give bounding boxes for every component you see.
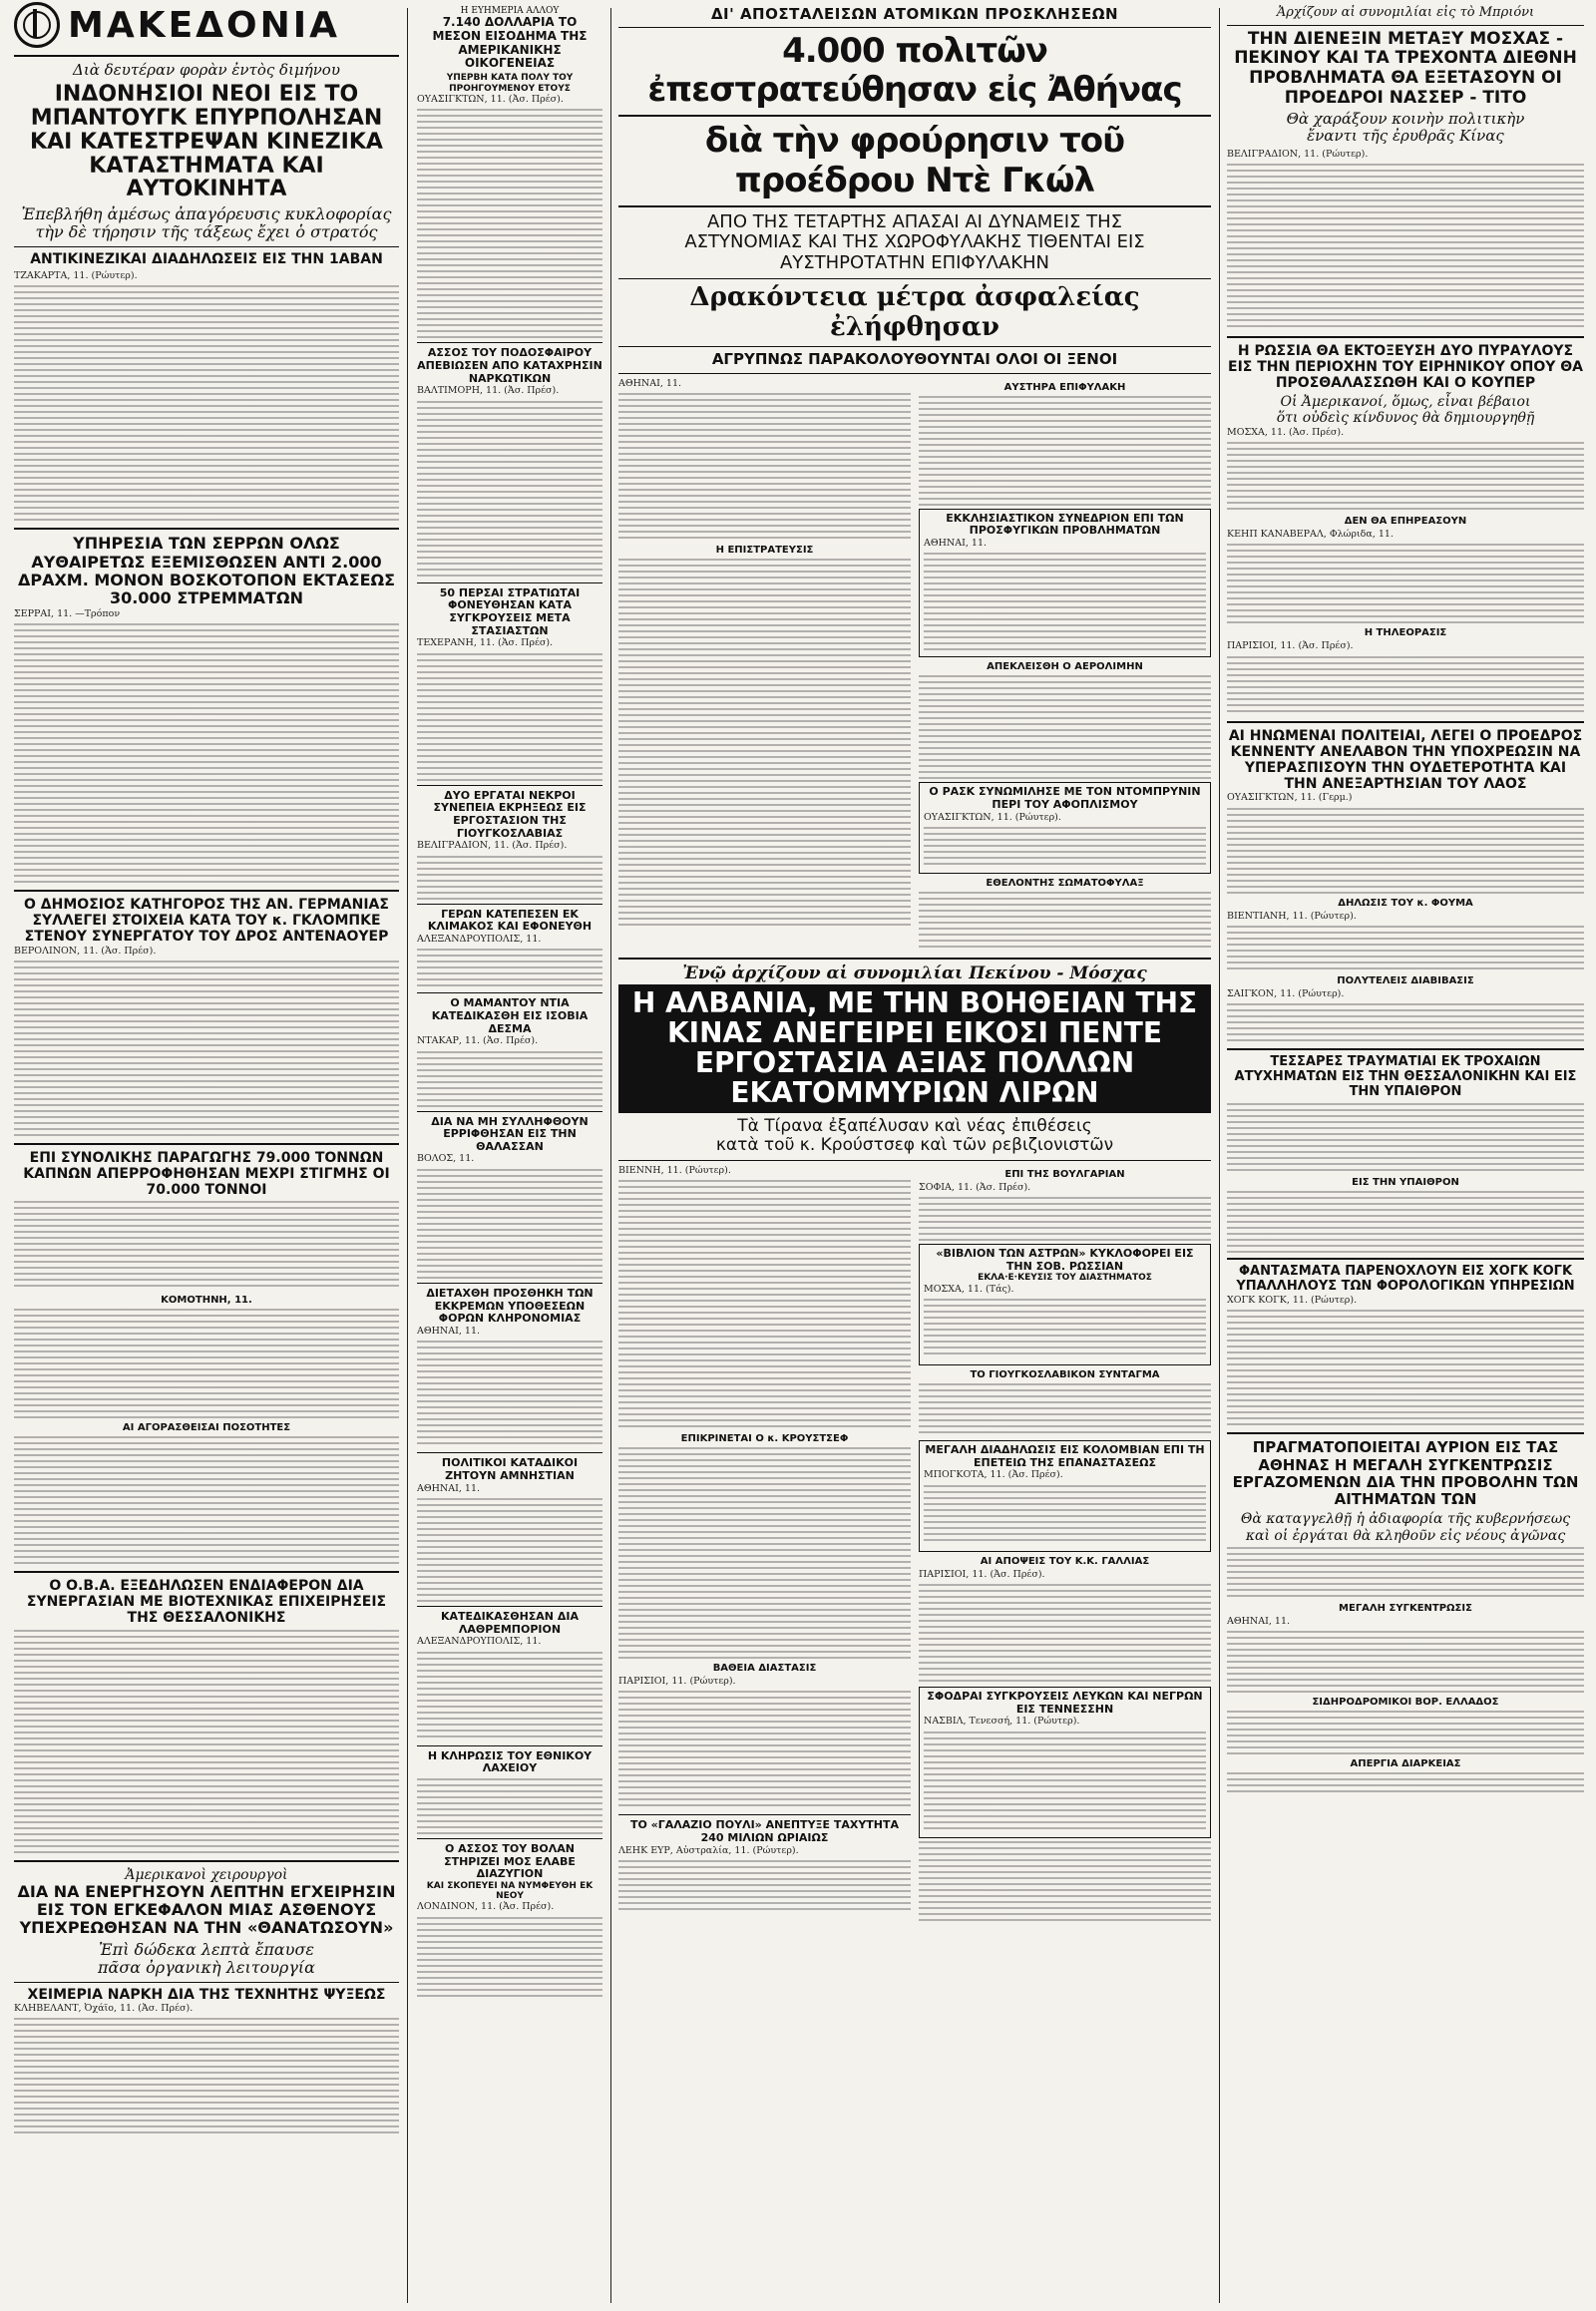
article-text xyxy=(14,1201,399,1291)
masthead xyxy=(14,0,399,50)
headline: ΤΟ «ΓΑΛΑΖΙΟ ΠΟΥΛΙ» ΑΝΕΠΤΥΞΕ ΤΑΧΥΤΗΤΑ 240 ΜΙΛΙΩΝ ΩΡΙΑΙΩΣ xyxy=(629,1818,900,1845)
headline: ΜΕΓΑΛΗ ΔΙΑΔΗΛΩΣΙΣ ΕΙΣ ΚΟΛΟΜΒΙΑΝ ΕΠΙ ΤΗ ΕΠΕΤΕΙΩ ΤΗΣ ΕΠΑΝΑΣΤΑΣΕΩΣ xyxy=(925,1443,1205,1469)
article-text xyxy=(417,109,602,338)
subheadline: ΠΟΛΥΤΕΛΕΙΣ ΔΙΑΒΙΒΑΣΙΣ xyxy=(1337,974,1474,986)
dateline: ΠΑΡΙΣΙΟΙ, 11. (Ρώυτερ). xyxy=(618,1676,736,1688)
article-text xyxy=(417,1051,602,1107)
dateline: ΟΥΑΣΙΓΚΤΩΝ, 11. (Ρώυτερ). xyxy=(924,811,1061,823)
article-text xyxy=(417,1341,602,1448)
dateline: ΤΖΑΚΑΡΤΑ, 11. (Ρώυτερ). xyxy=(14,269,138,281)
headline: ΔΥΟ ΕΡΓΑΤΑΙ ΝΕΚΡΟΙ ΣΥΝΕΠΕΙΑ ΕΚΡΗΞΕΩΣ ΕΙΣ ΕΡΓΟΣΤΑΣΙΟΝ ΤΗΣ ΓΙΟΥΓΚΟΣΛΑΒΙΑΣ xyxy=(433,788,587,840)
center-upper-columns xyxy=(618,378,1211,953)
column-rule xyxy=(1219,8,1220,2303)
article-text xyxy=(924,1299,1206,1358)
article-text xyxy=(618,1180,911,1429)
headline: Ο ΜΑΜΑΝΤΟΥ ΝΤΙΑ ΚΑΤΕΔΙΚΑΣΘΗ ΕΙΣ ΙΣΟΒΙΑ ΔΕΣΜΑ xyxy=(431,996,589,1035)
boxed-article xyxy=(919,1440,1211,1552)
subheadline: ΔΗΛΩΣΙΣ ΤΟΥ κ. ΦΟΥΜΑ xyxy=(1338,897,1473,909)
dateline: ΠΑΡΙΣΙΟΙ, 11. (Ἀσ. Πρέσ). xyxy=(1227,640,1354,652)
subheadline: Η ΤΗΛΕΟΡΑΣΙΣ xyxy=(1364,627,1447,639)
article-text xyxy=(1227,442,1584,512)
dateline: ΤΕΧΕΡΑΝΗ, 11. (Ἀσ. Πρέσ). xyxy=(417,637,554,649)
headline: ΓΕΡΩΝ ΚΑΤΕΠΕΣΕΝ ΕΚ ΚΛΙΜΑΚΟΣ ΚΑΙ ΕΦΟΝΕΥΘΗ xyxy=(427,907,593,934)
headline: Η ΡΩΣΣΙΑ ΘΑ ΕΚΤΟΞΕΥΣΗ ΔΥΟ ΠΥΡΑΥΛΟΥΣ ΕΙΣ ΤΗΝ ΠΕΡΙΟΧΗΝ ΤΟΥ ΕΙΡΗΝΙΚΟΥ ΟΠΟΥ ΘΑ ΠΡΟΣΘΑΛΑΣΣΩΘΗ ΚΑΙ Ο ΚΟΥΠΕΡ xyxy=(1228,343,1583,392)
subheadline: ΑΝΤΙΚΙΝΕΖΙΚΑΙ ΔΙΑΔΗΛΩΣΕΙΣ ΕΙΣ ΤΗΝ 1ΑΒΑΝ xyxy=(30,250,383,267)
article-text xyxy=(1227,1631,1584,1693)
subheadline: ΣΙΔΗΡΟΔΡΟΜΙΚΟΙ ΒΟΡ. ΕΛΛΑΔΟΣ xyxy=(1312,1697,1499,1708)
headline: ΔΙΑ ΝΑ ΕΝΕΡΓΗΣΟΥΝ ΛΕΠΤΗΝ ΕΓΧΕΙΡΗΣΙΝ ΕΙΣ ΤΟΝ ΕΓΚΕΦΑΛΟΝ ΜΙΑΣ ΑΣΘΕΝΟΥΣ ΥΠΕΧΡΕΩΘΗΣΑΝ ΝΑ ΤΗΝ «ΘΑΝΑΤΩΣΟΥΝ» xyxy=(17,1881,396,1938)
article-text xyxy=(14,285,399,523)
dateline: ΛΕΗΚ ΕΥΡ, Αὐστραλία, 11. (Ρώυτερ). xyxy=(618,1844,799,1856)
headline: ΑΣΣΟΣ ΤΟΥ ΠΟΔΟΣΦΑΙΡΟΥ ΑΠΕΒΙΩΣΕΝ ΑΠΟ ΚΑΤΑΧΡΗΣΙΝ ΝΑΡΚΩΤΙΚΩΝ xyxy=(417,346,602,385)
article-text xyxy=(1227,164,1584,331)
headline: 50 ΠΕΡΣΑΙ ΣΤΡΑΤΙΩΤΑΙ ΦΟΝΕΥΘΗΣΑΝ ΚΑΤΑ ΣΥΓΚΡΟΥΣΕΙΣ ΜΕΤΑ ΣΤΑΣΙΑΣΤΩΝ xyxy=(439,585,581,637)
dateline: ΑΛΕΞΑΝΔΡΟΥΠΟΛΙΣ, 11. xyxy=(417,1636,542,1648)
dateline: ΝΑΣΒΙΛ, Τενεσσή, 11. (Ρώυτερ). xyxy=(924,1716,1080,1728)
column-second xyxy=(417,0,602,2311)
article-text xyxy=(618,1860,911,1910)
article-text xyxy=(919,1584,1211,1684)
article-text xyxy=(618,559,911,930)
subheadline: Θὰ καταγγελθῇ ἡ ἀδιαφορία τῆς κυβερνήσεως xyxy=(1240,1511,1571,1528)
headline: Ο Ο.Β.Α. ΕΞΕΔΗΛΩΣΕΝ ΕΝΔΙΑΦΕΡΟΝ ΔΙΑ ΣΥΝΕΡΓΑΣΙΑΝ ΜΕ ΒΙΟΤΕΧΝΙΚΑΣ ΕΠΙΧΕΙΡΗΣΕΙΣ ΤΗΣ ΘΕΣΣΑΛΟΝΙΚΗΣ xyxy=(26,1578,387,1627)
dateline: ΝΤΑΚΑΡ, 11. (Ἀσ. Πρέσ). xyxy=(417,1035,539,1047)
article-text xyxy=(417,1778,602,1834)
subheadline: κατὰ τοῦ κ. Κρούστσεφ καὶ τῶν ρεβιζιονιστῶν xyxy=(715,1135,1114,1156)
article-text xyxy=(1227,926,1584,971)
headline: ΑΙ ΗΝΩΜΕΝΑΙ ΠΟΛΙΤΕΙΑΙ, ΛΕΓΕΙ Ο ΠΡΟΕΔΡΟΣ ΚΕΝΝΕΝΤΥ ΑΝΕΛΑΒΟΝ ΤΗΝ ΥΠΟΧΡΕΩΣΙΝ ΝΑ ΥΠΕΡΑΣΠΙΣΟΥΝ ΤΗΝ ΟΥΔΕΤΕΡΟΤΗΤΑ ΚΑΙ ΤΗΝ ΑΝΕΞΑΡΤΗΣΙΑΝ ΤΟΥ ΛΑΟΣ xyxy=(1228,727,1583,792)
subheadline: ΕΘΕΛΟΝΤΗΣ ΣΩΜΑΤΟΦΥΛΑΞ xyxy=(986,878,1144,890)
dateline: ΧΟΓΚ ΚΟΓΚ, 11. (Ρώυτερ). xyxy=(1227,1295,1358,1306)
article-text xyxy=(1227,1003,1584,1043)
article-text xyxy=(618,1447,911,1659)
dateline: ΜΟΣΧΑ, 11. (Τάς). xyxy=(924,1283,1014,1295)
article-text xyxy=(919,1841,1211,1925)
article-text xyxy=(924,827,1206,867)
emblem-icon xyxy=(14,2,60,48)
tagline: Διὰ δευτέραν φορὰν ἐντὸς διμήνου xyxy=(73,61,340,79)
article-text xyxy=(14,1630,399,1855)
article-text xyxy=(1227,1772,1584,1796)
article-text xyxy=(1227,1191,1584,1253)
center-subcol-right xyxy=(919,378,1211,953)
article-text xyxy=(14,1309,399,1418)
headline: ΤΕΣΣΑΡΕΣ ΤΡΑΥΜΑΤΙΑΙ ΕΚ ΤΡΟΧΑΙΩΝ ΑΤΥΧΗΜΑΤΩΝ ΕΙΣ ΤΗΝ ΘΕΣΣΑΛΟΝΙΚΗΝ ΚΑΙ ΕΙΣ ΤΗΝ ΥΠΑΙΘΡΟΝ xyxy=(1234,1054,1577,1100)
article-text xyxy=(919,396,1211,506)
deck: ΑΓΡΥΠΝΩΣ ΠΑΡΑΚΟΛΟΥΘΟΥΝΤΑΙ ΟΛΟΙ ΟΙ ΞΕΝΟΙ xyxy=(711,350,1118,369)
deck: Δρακόντεια μέτρα ἀσφαλείας ἐλήφθησαν xyxy=(689,281,1140,342)
column-rule xyxy=(407,8,408,2303)
dateline: ΣΕΡΡΑΙ, 11. —Τρόπον xyxy=(14,607,121,619)
article-text xyxy=(14,2018,399,2137)
article-text xyxy=(618,1691,911,1810)
column-right xyxy=(1227,0,1584,2311)
subheadline: τὴν δὲ τήρησιν τῆς τάξεως ἔχει ὁ στρατός xyxy=(35,222,378,242)
center-subcol-left xyxy=(618,378,911,953)
subheadline: Ἐπεβλήθη ἀμέσως ἀπαγόρευσις κυκλοφορίας xyxy=(21,204,392,223)
article-text xyxy=(924,1485,1206,1545)
dateline: ΣΟΦΙΑ, 11. (Ἀσ. Πρέσ). xyxy=(919,1181,1031,1193)
dateline: ΣΑΙΓΚΟΝ, 11. (Ρώυτερ). xyxy=(1227,987,1345,999)
headline: ΠΡΑΓΜΑΤΟΠΟΙΕΙΤΑΙ ΑΥΡΙΟΝ ΕΙΣ ΤΑΣ ΑΘΗΝΑΣ Η ΜΕΓΑΛΗ ΣΥΓΚΕΝΤΡΩΣΙΣ ΕΡΓΑΖΟΜΕΝΩΝ ΔΙΑ ΤΗΝ ΠΡΟΒΟΛΗΝ ΤΩΝ ΑΙΤΗΜΑΤΩΝ ΤΩΝ xyxy=(1232,1438,1579,1509)
center-subcol-left xyxy=(618,1165,911,1928)
boxed-article xyxy=(919,509,1211,658)
column-center xyxy=(618,0,1211,2311)
subheadline: Ἐπὶ δώδεκα λεπτὰ ἔπαυσε xyxy=(99,1939,314,1959)
headline: ΚΑΤΕΔΙΚΑΣΘΗΣΑΝ ΔΙΑ ΛΑΘΡΕΜΠΟΡΙΟΝ xyxy=(441,1609,579,1636)
article-text xyxy=(1227,544,1584,623)
dateline: ΠΑΡΙΣΙΟΙ, 11. (Ἀσ. Πρέσ). xyxy=(919,1568,1045,1580)
kicker: ΔΙ' ΑΠΟΣΤΑΛΕΙΣΩΝ ΑΤΟΜΙΚΩΝ ΠΡΟΣΚΛΗΣΕΩΝ xyxy=(710,5,1119,23)
dateline: ΑΛΕΞΑΝΔΡΟΥΠΟΛΙΣ, 11. xyxy=(417,933,542,945)
article-text xyxy=(1227,808,1584,894)
kicker: Ἀρχίζουν αἱ συνομιλίαι εἰς τὸ Μπριόνι xyxy=(1276,5,1535,20)
dateline: ΟΥΑΣΙΓΚΤΩΝ, 11. (Ἀσ. Πρέσ). xyxy=(417,93,564,105)
headline: ΣΦΟΔΡΑΙ ΣΥΓΚΡΟΥΣΕΙΣ ΛΕΥΚΩΝ ΚΑΙ ΝΕΓΡΩΝ ΕΙΣ ΤΕΝΝΕΣΣΗΝ xyxy=(927,1690,1203,1716)
article-text xyxy=(417,949,602,988)
kicker: Ἀμερικανοὶ χειρουργοὶ xyxy=(125,1866,288,1883)
deck: ΑΠΟ ΤΗΣ ΤΕΤΑΡΤΗΣ ΑΠΑΣΑΙ ΑΙ ΔΥΝΑΜΕΙΣ ΤΗΣ ΑΣΤΥΝΟΜΙΑΣ ΚΑΙ ΤΗΣ ΧΩΡΟΦΥΛΑΚΗΣ ΤΙΘΕΝΤΑΙ ΕΙΣ ΑΥΣΤΗΡΟΤΑΤΗΝ ΕΠΙΦΥΛΑΚΗΝ xyxy=(684,210,1145,273)
article-text xyxy=(924,553,1206,650)
dateline: ΑΘΗΝΑΙ, 11. xyxy=(417,1482,481,1494)
article-text xyxy=(1227,1547,1584,1599)
headline: ΦΑΝΤΑΣΜΑΤΑ ΠΑΡΕΝΟΧΛΟΥΝ ΕΙΣ ΧΟΓΚ ΚΟΓΚ ΥΠΑΛΛΗΛΟΥΣ ΤΩΝ ΦΟΡΟΛΟΓΙΚΩΝ ΥΠΗΡΕΣΙΩΝ xyxy=(1236,1264,1575,1295)
headline: Ο ΔΗΜΟΣΙΟΣ ΚΑΤΗΓΟΡΟΣ ΤΗΣ ΑΝ. ΓΕΡΜΑΝΙΑΣ ΣΥΛΛΕΓΕΙ ΣΤΟΙΧΕΙΑ ΚΑΤΑ ΤΟΥ κ. ΓΚΛΟΜΠΚΕ ΣΤΕΝΟΥ ΣΥΝΕΡΓΑΤΟΥ ΤΟΥ ΔΡΟΣ ΑΝΤΕΝΑΟΥΕΡ xyxy=(24,897,389,946)
article-text xyxy=(14,961,399,1138)
kicker: Η ΕΥΗΜΕΡΙΑ ΑΛΛΟΥ xyxy=(460,6,560,16)
subheadline: ΑΥΣΤΗΡΑ ΕΠΙΦΥΛΑΚΗ xyxy=(1003,381,1126,393)
subheadline: Θὰ χαράξουν κοινὴν πολιτικὴν xyxy=(1286,110,1525,129)
dateline: ΑΘΗΝΑΙ, 11. xyxy=(417,1325,481,1337)
article-text xyxy=(417,1652,602,1741)
center-subcol-right xyxy=(919,1165,1211,1928)
article-text xyxy=(417,856,602,900)
dateline: ΑΘΗΝΑΙ, 11. xyxy=(618,377,682,389)
subheadline: ΚΑΙ ΣΚΟΠΕΥΕΙ ΝΑ ΝΥΜΦΕΥΘΗ ΕΚ ΝΕΟΥ xyxy=(426,1880,594,1902)
article-text xyxy=(618,393,911,541)
subheadline: ΕΠΙΚΡΙΝΕΤΑΙ Ο κ. ΚΡΟΥΣΤΣΕΦ xyxy=(680,1433,849,1445)
headline: ΔΙΕΤΑΧΘΗ ΠΡΟΣΘΗΚΗ ΤΩΝ ΕΚΚΡΕΜΩΝ ΥΠΟΘΕΣΕΩΝ ΦΟΡΩΝ ΚΛΗΡΟΝΟΜΙΑΣ xyxy=(426,1286,594,1326)
subheadline: ἔναντι τῆς ἐρυθρᾶς Κίνας xyxy=(1307,127,1504,146)
subheadline: ΑΙ ΑΠΟΨΕΙΣ ΤΟΥ Κ.Κ. ΓΑΛΛΙΑΣ xyxy=(980,1555,1150,1567)
article-text xyxy=(417,1169,602,1279)
dateline: ΒΙΕΝΤΙΑΝΗ, 11. (Ρώυτερ). xyxy=(1227,910,1357,922)
article-text xyxy=(924,1732,1206,1831)
dateline: ΜΠΟΓΚΟΤΑ, 11. (Ἀσ. Πρέσ). xyxy=(924,1469,1063,1481)
headline: ΤΗΝ ΔΙΕΝΕΞΙΝ ΜΕΤΑΞΥ ΜΟΣΧΑΣ - ΠΕΚΙΝΟΥ ΚΑΙ ΤΑ ΤΡΕΧΟΝΤΑ ΔΙΕΘΝΗ ΠΡΟΒΛΗΜΑΤΑ ΘΑ ΕΞΕΤΑΣΟΥΝ ΟΙ ΠΡΟΕΔΡΟΙ ΝΑΣΣΕΡ - ΤΙΤΟ xyxy=(1234,28,1577,108)
dateline: ΜΟΣΧΑ, 11. (Ἀσ. Πρέσ). xyxy=(1227,426,1345,438)
headline: 7.140 ΔΟΛΛΑΡΙΑ ΤΟ ΜΕΣΟΝ ΕΙΣΟΔΗΜΑ ΤΗΣ ΑΜΕΡΙΚΑΝΙΚΗΣ ΟΙΚΟΓΕΝΕΙΑΣ xyxy=(432,15,588,71)
article-text xyxy=(417,1498,602,1602)
headline: «ΒΙΒΛΙΟΝ ΤΩΝ ΑΣΤΡΩΝ» ΚΥΚΛΟΦΟΡΕΙ ΕΙΣ ΤΗΝ ΣΟΒ. ΡΩΣΣΙΑΝ xyxy=(936,1247,1194,1273)
kicker: Ἐνῷ ἀρχίζουν αἱ συνομιλίαι Πεκίνου - Μόσχας xyxy=(682,963,1147,984)
subheadline: Τὰ Τίρανα ἐξαπέλυσαν καὶ νέας ἐπιθέσεις xyxy=(737,1115,1092,1136)
headline: ΧΕΙΜΕΡΙΑ ΝΑΡΚΗ ΔΙΑ ΤΗΣ ΤΕΧΝΗΤΗΣ ΨΥΞΕΩΣ xyxy=(27,1986,386,2003)
dateline: ΚΛΗΒΕΛΑΝΤ, Ὀχάϊο, 11. (Ἀσ. Πρέσ). xyxy=(14,2002,194,2014)
headline: Ο ΡΑΣΚ ΣΥΝΩΜΙΛΗΣΕ ΜΕ ΤΟΝ ΝΤΟΜΠΡΥΝΙΝ ΠΕΡΙ ΤΟΥ ΑΦΟΠΛΙΣΜΟΥ xyxy=(929,785,1201,812)
article-text xyxy=(919,1383,1211,1437)
dateline: ΟΥΑΣΙΓΚΤΩΝ, 11. (Γερμ.) xyxy=(1227,792,1353,804)
subheadline: ΕΠΙ ΤΗΣ ΒΟΥΛΓΑΡΙΑΝ xyxy=(1004,1168,1125,1180)
article-text xyxy=(14,623,399,885)
subheadline: ΔΕΝ ΘΑ ΕΠΗΡΕΑΣΟΥΝ xyxy=(1344,515,1467,527)
article-text xyxy=(1227,1310,1584,1427)
banner-headline-box xyxy=(618,984,1211,1113)
subheadline: ΜΕΓΑΛΗ ΣΥΓΚΕΝΤΡΩΣΙΣ xyxy=(1339,1602,1472,1614)
headline: ΠΟΛΙΤΙΚΟΙ ΚΑΤΑΔΙΚΟΙ ΖΗΤΟΥΝ ΑΜΝΗΣΤΙΑΝ xyxy=(441,1456,579,1482)
subheadline: ΚΟΜΟΤΗΝΗ, 11. xyxy=(161,1295,252,1307)
main-headline: διὰ τὴν φρούρησιν τοῦ προέδρου Ντὲ Γκώλ xyxy=(704,121,1125,200)
subheadline: πᾶσα ὀργανικὴ λειτουργία xyxy=(98,1958,315,1978)
article-text xyxy=(1227,1103,1584,1173)
column-left xyxy=(14,0,399,2311)
article-text xyxy=(919,892,1211,950)
subheadline: ΕΙΣ ΤΗΝ ΥΠΑΙΘΡΟΝ xyxy=(1352,1177,1459,1189)
article-text xyxy=(1227,656,1584,716)
subheadline: ΒΑΘΕΙΑ ΔΙΑΣΤΑΣΙΣ xyxy=(712,1663,817,1675)
subheadline: ΑΠΕΚΛΕΙΣΘΗ Ο ΑΕΡΟΛΙΜΗΝ xyxy=(987,661,1143,673)
headline: ΕΠΙ ΣΥΝΟΛΙΚΗΣ ΠΑΡΑΓΩΓΗΣ 79.000 ΤΟΝΝΩΝ ΚΑΠΝΩΝ ΑΠΕΡΡΟΦΗΘΗΣΑΝ ΜΕΧΡΙ ΣΤΙΓΜΗΣ ΟΙ 70.000 ΤΟΝΝΟΙ xyxy=(23,1149,390,1199)
headline: Η ΚΛΗΡΩΣΙΣ ΤΟΥ ΕΘΝΙΚΟΥ ΛΑΧΕΙΟΥ xyxy=(427,1748,593,1775)
article-text xyxy=(14,1436,399,1566)
headline: ΔΙΑ ΝΑ ΜΗ ΣΥΛΛΗΦΘΟΥΝ ΕΡΡΙΦΘΗΣΑΝ ΕΙΣ ΤΗΝ ΘΑΛΑΣΣΑΝ xyxy=(431,1114,589,1153)
dateline: ΒΙΕΝΝΗ, 11. (Ρώυτερ). xyxy=(618,1164,731,1176)
boxed-article xyxy=(919,1687,1211,1838)
headline: ΕΚΚΛΗΣΙΑΣΤΙΚΟΝ ΣΥΝΕΔΡΙΟΝ ΕΠΙ ΤΩΝ ΠΡΟΣΦΥΓΙΚΩΝ ΠΡΟΒΛΗΜΑΤΩΝ xyxy=(946,511,1184,538)
subheadline: Οἱ Ἀμερικανοί, ὅμως, εἶναι βέβαιοι xyxy=(1280,394,1531,411)
headline: ΙΝΔΟΝΗΣΙΟΙ ΝΕΟΙ ΕΙΣ ΤΟ ΜΠΑΝΤΟΥΓΚ ΕΠΥΡΠΟΛΗΣΑΝ ΚΑΙ ΚΑΤΕΣΤΡΕΨΑΝ ΚΙΝΕΖΙΚΑ ΚΑΤΑΣΤΗΜΑΤΑ ΚΑΙ ΑΥΤΟΚΙΝΗΤΑ xyxy=(30,82,383,202)
column-rule xyxy=(610,8,611,2303)
dateline: ΒΑΛΤΙΜΟΡΗ, 11. (Ἀσ. Πρέσ). xyxy=(417,385,560,397)
dateline: ΒΕΛΙΓΡΑΔΙΟΝ, 11. (Ρώυτερ). xyxy=(1227,148,1369,160)
subheadline: ΑΙ ΑΓΟΡΑΣΘΕΙΣΑΙ ΠΟΣΟΤΗΤΕΣ xyxy=(122,1422,291,1434)
subheadline: ὅτι οὐδεὶς κίνδυνος θὰ δημιουργηθῇ xyxy=(1276,410,1535,427)
main-headline: 4.000 πολιτῶν ἐπεστρατεύθησαν εἰς Ἀθήνας xyxy=(647,31,1182,111)
boxed-article xyxy=(919,1244,1211,1365)
article-text xyxy=(417,653,602,781)
article-text xyxy=(919,1197,1211,1241)
boxed-article xyxy=(919,782,1211,874)
dateline: ΒΕΡΟΛΙΝΟΝ, 11. (Ἀσ. Πρέσ). xyxy=(14,945,157,957)
subheadline: ΑΠΕΡΓΙΑ ΔΙΑΡΚΕΙΑΣ xyxy=(1350,1758,1461,1769)
masthead-title: ΜΑΚΕΔΟΝΙΑ xyxy=(68,4,341,46)
subheadline: ΥΠΕΡΒΗ ΚΑΤΑ ΠΟΛΥ ΤΟΥ ΠΡΟΗΓΟΥΜΕΝΟΥ ΕΤΟΥΣ xyxy=(446,73,574,94)
subheadline: ΕΚΛΑ·Ε·ΚΕΥΣΙΣ ΤΟΥ ΔΙΑΣΤΗΜΑΤΟΣ xyxy=(978,1273,1152,1284)
headline: ΥΠΗΡΕΣΙΑ ΤΩΝ ΣΕΡΡΩΝ ΟΛΩΣ ΑΥΘΑΙΡΕΤΩΣ ΕΞΕΜΙΣΘΩΣΕΝ ΑΝΤΙ 2.000 ΔΡΑΧΜ. ΜΟΝΟΝ ΒΟΣΚΟΤΟΠΟΝ ΕΚΤΑΣΕΩΣ 30.000 ΣΤΡΕΜΜΑΤΩΝ xyxy=(17,534,396,608)
dateline: ΒΟΛΟΣ, 11. xyxy=(417,1153,475,1165)
dateline: ΑΘΗΝΑΙ, 11. xyxy=(1227,1615,1291,1627)
dateline: ΚΕΗΠ ΚΑΝΑΒΕΡΑΛ, Φλώριδα, 11. xyxy=(1227,528,1394,540)
subheadline: καὶ οἱ ἐργάται θὰ κληθοῦν εἰς νέους ἀγῶνας xyxy=(1245,1527,1566,1544)
article-text xyxy=(417,401,602,578)
subheadline: ΤΟ ΓΙΟΥΓΚΟΣΛΑΒΙΚΟΝ ΣΥΝΤΑΓΜΑ xyxy=(970,1369,1160,1381)
article-text xyxy=(1227,1711,1584,1754)
dateline: ΛΟΝΔΙΝΟΝ, 11. (Ἀσ. Πρέσ). xyxy=(417,1901,555,1913)
dateline: ΑΘΗΝΑΙ, 11. xyxy=(924,538,988,549)
article-text xyxy=(919,675,1211,779)
headline: Ο ΑΣΣΟΣ ΤΟΥ ΒΟΛΑΝ ΣΤΗΡΙΖΕΙ ΜΟΣ ΕΛΑΒΕ ΔΙΑΖΥΓΙΟΝ xyxy=(444,1841,576,1881)
banner-headline: Η ΑΛΒΑΝΙΑ, ΜΕ ΤΗΝ ΒΟΗΘΕΙΑΝ ΤΗΣ ΚΙΝΑΣ ΑΝΕΓΕΙΡΕΙ ΕΙΚΟΣΙ ΠΕΝΤΕ ΕΡΓΟΣΤΑΣΙΑ ΑΞΙΑΣ ΠΟΛΛΩΝ ΕΚΑΤΟΜΜΥΡΙΩΝ ΛΙΡΩΝ xyxy=(631,985,1198,1110)
article-text xyxy=(417,1917,602,1997)
subheadline: Η ΕΠΙΣΤΡΑΤΕΥΣΙΣ xyxy=(715,545,814,557)
center-lower-columns xyxy=(618,1165,1211,1928)
dateline: ΒΕΛΙΓΡΑΔΙΟΝ, 11. (Ἀσ. Πρέσ). xyxy=(417,840,568,852)
